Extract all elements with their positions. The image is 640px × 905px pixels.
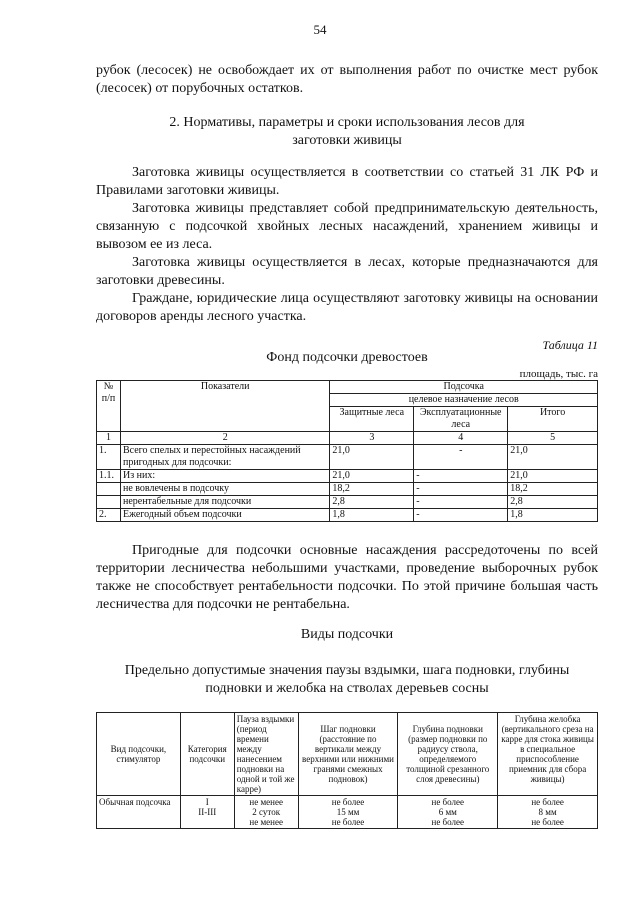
- paragraph-1: Заготовка живицы осуществляется в соответствии со статьей 31 ЛК РФ и Правилами заготовки живицы.: [96, 165, 598, 198]
- row-name: Из них:: [120, 470, 329, 483]
- row-num: 1.: [97, 445, 121, 470]
- header-exploitation: Эксплуатационные леса: [414, 407, 508, 432]
- header-step: Шаг подновки (расстояние по вертикали между верхними или нижними гранями смежных подновок): [298, 713, 398, 796]
- table-row: [97, 496, 598, 509]
- row-depth: не более 6 мм не более: [398, 796, 498, 829]
- header-num: № п/п: [97, 381, 121, 432]
- row-total: 18,2: [508, 483, 598, 496]
- table-row: [97, 483, 598, 496]
- table-unit: площадь, тыс. га: [519, 368, 598, 380]
- paragraph-after-table: Пригодные для подсочки основные насаждения рассредоточены по всей территории лесничества небольшими участками, проведение выборочных рубок также не способствует рентабельности подсочки. По этой причине большая часть лесничества для подсочки не рентабельна.: [96, 543, 598, 612]
- row-num: 2.: [97, 509, 121, 522]
- row-name: Ежегодный объем подсочки: [120, 509, 329, 522]
- body-paragraphs: [96, 164, 598, 326]
- row-step: не более 15 мм не более: [298, 796, 398, 829]
- paragraph-2: Заготовка живицы представляет собой предпринимательскую деятельность, связанную с подсочкой хвойных лесных насаждений, хранением живицы и вывозом ее из леса.: [96, 201, 598, 252]
- row-protective: 21,0: [330, 470, 414, 483]
- header-total: Итого: [508, 407, 598, 432]
- header-group: Подсочка: [330, 381, 598, 394]
- heading-tapping-types: Виды подсочки: [300, 627, 394, 642]
- col-number: 1: [97, 432, 121, 445]
- table-row: [97, 796, 598, 829]
- col-number: 2: [120, 432, 329, 445]
- row-name: не вовлечены в подсочку: [120, 483, 329, 496]
- row-groove: не более 8 мм не более: [498, 796, 598, 829]
- page-number: 54: [313, 22, 327, 37]
- col-number: 4: [414, 432, 508, 445]
- section-heading: 2. Нормативы, параметры и сроки использования лесов для заготовки живицы: [169, 115, 525, 148]
- row-num: [97, 496, 121, 509]
- row-type: Обычная подсочка: [97, 796, 181, 829]
- row-protective: 21,0: [330, 445, 414, 470]
- table-row: [97, 509, 598, 522]
- row-pause: не менее 2 суток не менее: [234, 796, 298, 829]
- heading-limits: Предельно допустимые значения паузы вздымки, шага подновки, глубины подновки и желобка на стволах деревьев сосны: [124, 663, 570, 696]
- row-total: 21,0: [508, 470, 598, 483]
- intro-paragraph: [96, 62, 598, 98]
- paragraph-4: Граждане, юридические лица осуществляют заготовку живицы на основании договоров аренды лесного участка.: [96, 291, 598, 324]
- row-name: нерентабельные для подсочки: [120, 496, 329, 509]
- intro-text: рубок (лесосек) не освобождает их от выполнения работ по очистке мест рубок (лесосек) от порубочных остатков.: [96, 63, 598, 96]
- row-name: Всего спелых и перестойных насаждений пригодных для подсочки:: [120, 445, 329, 470]
- table-number: Таблица 11: [542, 338, 598, 352]
- table-row: [97, 445, 598, 470]
- header-category: Категория подсочки: [180, 713, 234, 796]
- header-subgroup: целевое назначение лесов: [330, 394, 598, 407]
- row-total: 2,8: [508, 496, 598, 509]
- table-title: Фонд подсочки древостоев: [266, 350, 428, 365]
- row-num: [97, 483, 121, 496]
- header-depth: Глубина подновки (размер подновки по радиусу ствола, определяемого толщиной срезанного слоя древесины): [398, 713, 498, 796]
- row-protective: 2,8: [330, 496, 414, 509]
- paragraph-3: Заготовка живицы осуществляется в лесах, которые предназначаются для заготовки древесины.: [96, 255, 598, 288]
- row-category: I II-III: [180, 796, 234, 829]
- header-indicators: Показатели: [120, 381, 329, 432]
- row-total: 1,8: [508, 509, 598, 522]
- column-numbers-row: [97, 432, 598, 445]
- row-exploitation: -: [414, 496, 508, 509]
- header-row: [97, 713, 598, 796]
- forest-tapping-table: [96, 380, 598, 522]
- row-exploitation: -: [414, 445, 508, 470]
- row-exploitation: -: [414, 483, 508, 496]
- col-number: 5: [508, 432, 598, 445]
- col-number: 3: [330, 432, 414, 445]
- table-row: [97, 470, 598, 483]
- row-protective: 18,2: [330, 483, 414, 496]
- header-protective: Защитные леса: [330, 407, 414, 432]
- row-protective: 1,8: [330, 509, 414, 522]
- row-exploitation: -: [414, 470, 508, 483]
- header-pause: Пауза вздымки (период времени между нанесением подновки на одной и той же карре): [234, 713, 298, 796]
- row-num: 1.1.: [97, 470, 121, 483]
- row-exploitation: -: [414, 509, 508, 522]
- header-groove: Глубина желобка (вертикального среза на карре для стока живицы в специальное приспособление приемник для сбора живицы): [498, 713, 598, 796]
- tapping-limits-table: [96, 712, 598, 829]
- header-type: Вид подсочки, стимулятор: [97, 713, 181, 796]
- row-total: 21,0: [508, 445, 598, 470]
